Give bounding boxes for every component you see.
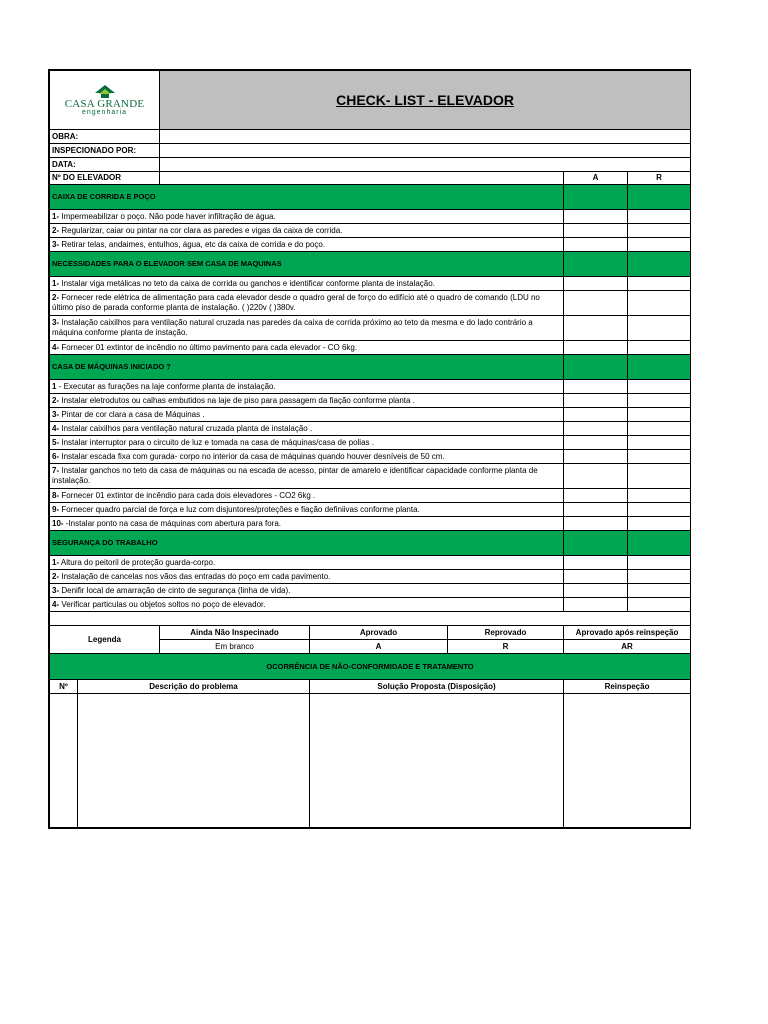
reject-checkbox-cell[interactable]	[628, 436, 691, 450]
checklist-item	[50, 341, 691, 355]
legend-value: R	[448, 640, 564, 654]
checklist-item	[50, 316, 691, 341]
item-description: Retirar telas, andaimes, entulhos, água, etc da caixa de corrida e do poço.	[59, 239, 326, 249]
item-description: Regularizar, caiar ou pintar na cor clara as paredes e vigas da caixa de corrida.	[59, 225, 343, 235]
elevador-value-field[interactable]	[160, 172, 564, 185]
legend-header: Reprovado	[448, 626, 564, 640]
item-text	[50, 238, 564, 252]
item-description: Instalação caixilhos para ventilação natural cruzada nas paredes da caixa de corrida próximo ao teto da mesma e do lado contrário a máquina conforme planta de instação.	[52, 318, 533, 337]
item-description: -Instalar ponto na casa de máquinas com abertura para fora.	[63, 518, 282, 528]
reject-checkbox-cell[interactable]	[628, 210, 691, 224]
item-number: 3-	[52, 585, 60, 595]
logo-subtitle: engenharia	[81, 108, 128, 116]
item-number: 3-	[52, 239, 60, 249]
info-value-field[interactable]	[160, 158, 691, 172]
item-number: 4-	[52, 342, 60, 352]
approve-checkbox-cell[interactable]	[564, 517, 628, 531]
reject-checkbox-cell[interactable]	[628, 380, 691, 394]
item-text	[50, 556, 564, 570]
reject-checkbox-cell[interactable]	[628, 394, 691, 408]
section-r-cell	[628, 355, 691, 380]
checklist-table	[49, 70, 691, 828]
item-text	[50, 598, 564, 612]
approve-checkbox-cell[interactable]	[564, 316, 628, 341]
checklist-item	[50, 291, 691, 316]
info-label: DATA:	[50, 158, 160, 172]
item-number: 1-	[52, 211, 60, 221]
reject-checkbox-cell[interactable]	[628, 556, 691, 570]
item-text	[50, 291, 564, 316]
section-header	[50, 252, 691, 277]
item-description: Pintar de cor clara a casa de Máquinas .	[59, 409, 205, 419]
checklist-item	[50, 517, 691, 531]
checklist-item	[50, 450, 691, 464]
checklist-item	[50, 489, 691, 503]
section-title: SEGURANÇA DO TRABALHO	[50, 531, 564, 556]
reject-checkbox-cell[interactable]	[628, 503, 691, 517]
item-number: 5-	[52, 437, 60, 447]
approve-checkbox-cell[interactable]	[564, 224, 628, 238]
column-a-header: A	[564, 172, 628, 185]
section-r-cell	[628, 531, 691, 556]
section-a-cell	[564, 355, 628, 380]
item-text	[50, 224, 564, 238]
section-a-cell	[564, 531, 628, 556]
checklist-item	[50, 277, 691, 291]
item-description: Instalar interruptor para o circuito de luz e tomada na casa de máquinas/casa de polias .	[59, 437, 374, 447]
house-logo-icon	[92, 83, 118, 99]
item-number: 4-	[52, 599, 60, 609]
item-number: 10-	[52, 518, 64, 528]
checklist-item	[50, 210, 691, 224]
logo-name: CASA GRANDE	[64, 97, 145, 110]
checklist-item	[50, 408, 691, 422]
company-logo	[50, 71, 160, 130]
approve-checkbox-cell[interactable]	[564, 380, 628, 394]
checklist-item	[50, 556, 691, 570]
spacer-cell	[50, 612, 691, 626]
legend-value: Em branco	[160, 640, 310, 654]
checklist-item	[50, 570, 691, 584]
reject-checkbox-cell[interactable]	[628, 464, 691, 489]
item-description: Fornecer quadro parcial de força e luz com disjuntores/proteções e fiação definiivas conforme planta.	[59, 504, 420, 514]
item-text	[50, 408, 564, 422]
item-text	[50, 422, 564, 436]
elevador-row	[50, 172, 691, 185]
checklist-item	[50, 422, 691, 436]
checklist-item	[50, 464, 691, 489]
reject-checkbox-cell[interactable]	[628, 584, 691, 598]
item-text	[50, 341, 564, 355]
item-text	[50, 394, 564, 408]
approve-checkbox-cell[interactable]	[564, 450, 628, 464]
reject-checkbox-cell[interactable]	[628, 408, 691, 422]
item-text	[50, 570, 564, 584]
approve-checkbox-cell[interactable]	[564, 277, 628, 291]
item-description: Impermeabilizar o poço. Não pode haver infiltração de água.	[59, 211, 276, 221]
approve-checkbox-cell[interactable]	[564, 422, 628, 436]
item-number: 2-	[52, 225, 60, 235]
approve-checkbox-cell[interactable]	[564, 598, 628, 612]
reject-checkbox-cell[interactable]	[628, 238, 691, 252]
item-number: 2-	[52, 395, 60, 405]
reject-checkbox-cell[interactable]	[628, 277, 691, 291]
legend-header: Aprovado após reinspeção	[564, 626, 691, 640]
section-header	[50, 355, 691, 380]
legend-value: A	[310, 640, 448, 654]
item-description: Instalar ganchos no teto da casa de máquinas ou na escada de acesso, pintar de amarelo e identificar capacidade conforme planta de instalação.	[52, 466, 538, 485]
ocorrencia-header: Reinspeção	[564, 680, 691, 694]
checklist-item	[50, 224, 691, 238]
item-description: Instalar caixilhos para ventilação natural cruzada planta de instalação .	[59, 423, 313, 433]
item-text	[50, 489, 564, 503]
item-description: Instalar viga metálicas no teto da caixa de corrida ou ganchos e identificar conforme planta de instalação.	[59, 278, 435, 288]
checklist-item	[50, 238, 691, 252]
section-title: NECESSIDADES PARA O ELEVADOR SEM CASA DE MAQUINAS	[50, 252, 564, 277]
section-title: CASA DE MÁQUINAS INICIADO ?	[50, 355, 564, 380]
spacer-row	[50, 612, 691, 626]
ocorrencia-body-row	[50, 694, 691, 828]
legend-header: Ainda Não Inspecinado	[160, 626, 310, 640]
legend-value: AR	[564, 640, 691, 654]
section-header	[50, 531, 691, 556]
checklist-item	[50, 436, 691, 450]
info-row	[50, 158, 691, 172]
item-number: 8-	[52, 490, 60, 500]
approve-checkbox-cell[interactable]	[564, 436, 628, 450]
approve-checkbox-cell[interactable]	[564, 341, 628, 355]
reject-checkbox-cell[interactable]	[628, 341, 691, 355]
item-number: 3-	[52, 409, 60, 419]
info-row	[50, 130, 691, 144]
item-description: - Executar as furações na laje conforme planta de instalação.	[56, 381, 276, 391]
item-number: 4-	[52, 423, 60, 433]
approve-checkbox-cell[interactable]	[564, 489, 628, 503]
item-text	[50, 210, 564, 224]
section-header	[50, 185, 691, 210]
reject-checkbox-cell[interactable]	[628, 489, 691, 503]
item-text	[50, 503, 564, 517]
section-a-cell	[564, 185, 628, 210]
item-number: 1-	[52, 557, 60, 567]
section-a-cell	[564, 252, 628, 277]
reject-checkbox-cell[interactable]	[628, 224, 691, 238]
item-number: 1	[52, 381, 57, 391]
legend-label: Legenda	[50, 626, 160, 654]
section-r-cell	[628, 185, 691, 210]
approve-checkbox-cell[interactable]	[564, 584, 628, 598]
reject-checkbox-cell[interactable]	[628, 422, 691, 436]
item-number: 1-	[52, 278, 60, 288]
item-text	[50, 450, 564, 464]
approve-checkbox-cell[interactable]	[564, 408, 628, 422]
ocorrencia-title-row	[50, 654, 691, 680]
reject-checkbox-cell[interactable]	[628, 570, 691, 584]
page-title: CHECK- LIST - ELEVADOR	[160, 71, 691, 130]
ocorrencia-header-row	[50, 680, 691, 694]
ocorrencia-entry-field[interactable]	[78, 694, 310, 828]
section-title: CAIXA DE CORRIDA E POÇO	[50, 185, 564, 210]
item-number: 6-	[52, 451, 60, 461]
item-text	[50, 380, 564, 394]
item-text	[50, 436, 564, 450]
item-text	[50, 316, 564, 341]
ocorrencia-entry-field[interactable]	[50, 694, 78, 828]
info-label: OBRA:	[50, 130, 160, 144]
item-description: Verificar particulas ou objetos soltos no poço de elevador.	[59, 599, 266, 609]
approve-checkbox-cell[interactable]	[564, 238, 628, 252]
legend-header-row	[50, 626, 691, 640]
checklist-item	[50, 584, 691, 598]
approve-checkbox-cell[interactable]	[564, 394, 628, 408]
info-label: INSPECIONADO POR:	[50, 144, 160, 158]
checklist-item	[50, 598, 691, 612]
checklist-item	[50, 380, 691, 394]
ocorrencia-header: Solução Proposta (Disposição)	[310, 680, 564, 694]
item-description: Instalar escada fixa com gurada- corpo no interior da casa de máquinas quando houver desníveis de 50 cm.	[59, 451, 445, 461]
section-r-cell	[628, 252, 691, 277]
ocorrencia-entry-field[interactable]	[310, 694, 564, 828]
ocorrencia-entry-field[interactable]	[564, 694, 691, 828]
checklist-item	[50, 394, 691, 408]
item-text	[50, 517, 564, 531]
reject-checkbox-cell[interactable]	[628, 517, 691, 531]
legend-header: Aprovado	[310, 626, 448, 640]
item-description: Fornecer 01 extintor de incêndio para cada dois elevadores - CO2 6kg .	[59, 490, 316, 500]
approve-checkbox-cell[interactable]	[564, 556, 628, 570]
ocorrencia-header: Descrição do problema	[78, 680, 310, 694]
reject-checkbox-cell[interactable]	[628, 316, 691, 341]
item-description: Denifir local de amarração de cinto de segurança (linha de vida).	[59, 585, 291, 595]
item-number: 2-	[52, 571, 60, 581]
approve-checkbox-cell[interactable]	[564, 210, 628, 224]
item-description: Instalação de cancelas nos vãos das entradas do poço em cada pavimento.	[59, 571, 331, 581]
info-value-field[interactable]	[160, 130, 691, 144]
approve-checkbox-cell[interactable]	[564, 503, 628, 517]
item-description: Fornecer rede elétrica de alimentação para cada elevador desde o quadro geral de forço do edifício até o quadro de comando (LDU no último piso de parada conforme planta de instalação. ( )220v ( )380v.	[52, 293, 540, 312]
reject-checkbox-cell[interactable]	[628, 291, 691, 316]
item-text	[50, 464, 564, 489]
ocorrencia-header: Nº	[50, 680, 78, 694]
checklist-sheet	[48, 69, 691, 829]
reject-checkbox-cell[interactable]	[628, 598, 691, 612]
ocorrencia-title: OCORRÊNCIA DE NÃO-CONFORMIDADE E TRATAMENTO	[50, 654, 691, 680]
item-description: Fornecer 01 extintor de incêndio no último pavimento para cada elevador - CO 6kg.	[59, 342, 358, 352]
item-description: Instalar eletrodutos ou calhas embutidos na laje de piso para passagem da fiação conforme planta .	[59, 395, 415, 405]
item-text	[50, 277, 564, 291]
item-text	[50, 584, 564, 598]
item-number: 9-	[52, 504, 60, 514]
elevador-label: Nº DO ELEVADOR	[50, 172, 160, 185]
approve-checkbox-cell[interactable]	[564, 570, 628, 584]
item-number: 3-	[52, 318, 60, 327]
info-value-field[interactable]	[160, 144, 691, 158]
checklist-item	[50, 503, 691, 517]
approve-checkbox-cell[interactable]	[564, 464, 628, 489]
item-description: Altura do peitoril de proteção guarda-corpo.	[59, 557, 216, 567]
approve-checkbox-cell[interactable]	[564, 291, 628, 316]
reject-checkbox-cell[interactable]	[628, 450, 691, 464]
item-number: 7-	[52, 466, 60, 475]
item-number: 2-	[52, 293, 60, 302]
column-r-header: R	[628, 172, 691, 185]
info-row	[50, 144, 691, 158]
